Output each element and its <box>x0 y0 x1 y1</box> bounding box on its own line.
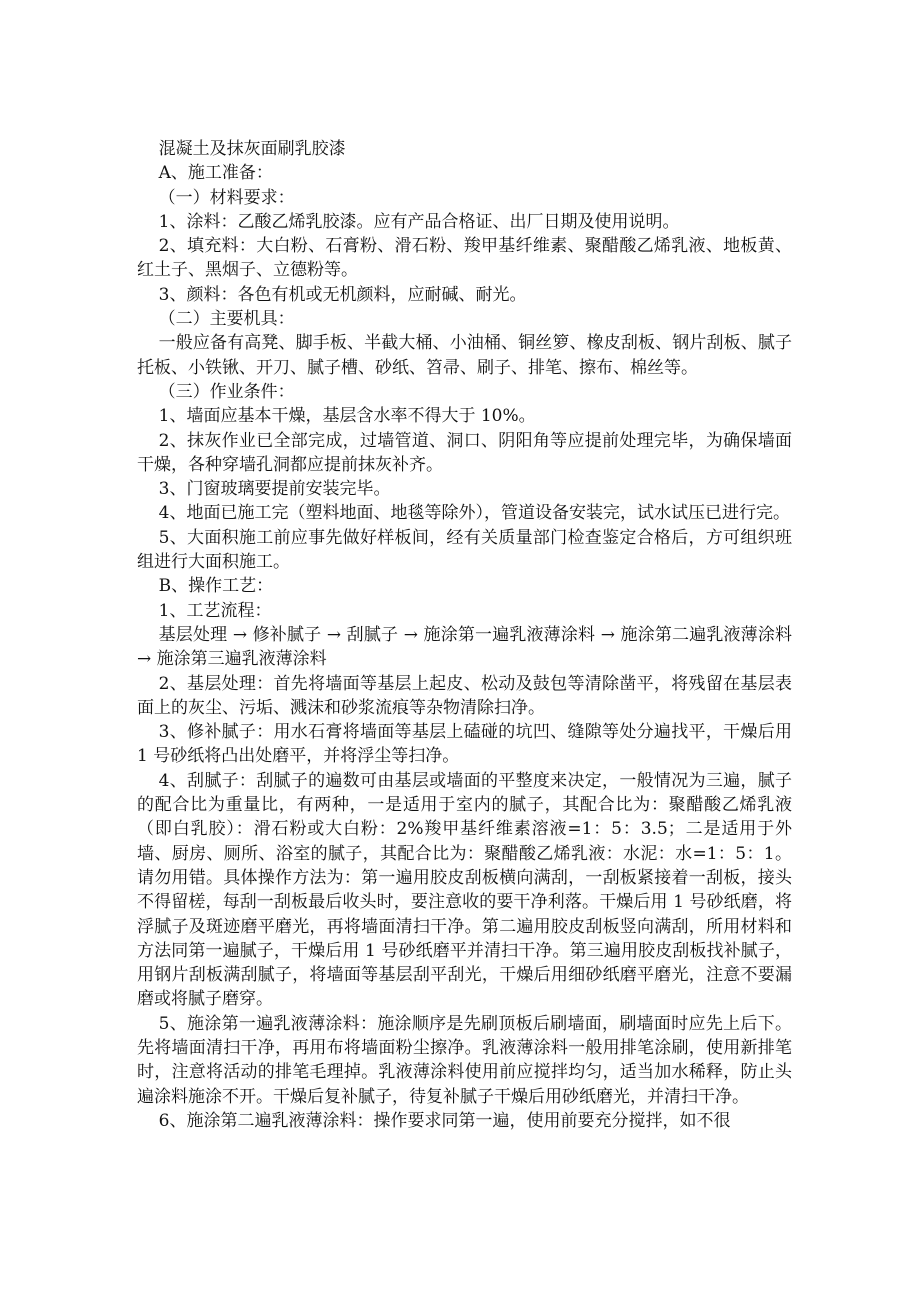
paragraph: 2、填充料：大白粉、石膏粉、滑石粉、羧甲基纤维素、聚醋酸乙烯乳液、地板黄、红土子、黑烟子、立德粉等。 <box>137 236 792 281</box>
paragraph: 4、地面已施工完（塑料地面、地毯等除外），管道设备安装完，试水试压已进行完。 <box>158 503 790 524</box>
paragraph: 3、门窗玻璃要提前安装完毕。 <box>158 479 391 500</box>
paragraph: 1、墙面应基本干燥，基层含水率不得大于 10%。 <box>158 406 536 427</box>
subsection-heading-materials: （一）材料要求： <box>158 187 295 208</box>
document-body <box>137 137 792 1133</box>
document-title: 混凝土及抹灰面刷乳胶漆 <box>158 139 346 159</box>
paragraph: 2、基层处理：首先将墙面等基层上起皮、松动及鼓包等清除凿平，将残留在基层表面上的灰尘、污垢、溅沫和砂浆流痕等杂物清除扫净。 <box>137 673 792 718</box>
paragraph: 1、涂料：乙酸乙烯乳胶漆。应有产品合格证、出厂日期及使用说明。 <box>158 211 680 232</box>
paragraph: 6、施涂第二遍乳液薄涂料：操作要求同第一遍，使用前要充分搅拌，如不很 <box>158 1110 731 1131</box>
paragraph: 3、修补腻子：用水石膏将墙面等基层上磕碰的坑凹、缝隙等处分遍找平，干燥后用 1 号砂纸将凸出处磨平，并将浮尘等扫净。 <box>137 722 792 767</box>
process-flow: 基层处理 → 修补腻子 → 刮腻子 → 施涂第一遍乳液薄涂料 → 施涂第二遍乳液薄涂料 → 施涂第三遍乳液薄涂料 <box>137 624 792 670</box>
section-a-heading: A、施工准备： <box>158 163 273 184</box>
paragraph: 4、刮腻子：刮腻子的遍数可由基层或墙面的平整度来决定，一般情况为三遍，腻子的配合比为重量比，有两种，一是适用于室内的腻子，其配合比为：聚醋酸乙烯乳液（即白乳胶）：滑石粉或大白粉：2%羧甲基纤维素溶液=1：5：3.5；二是适用于外墙、厨房、厕所、浴室的腻子，其配合比为：聚醋酸乙烯乳液：水泥：水=1：5：1。请勿用错。具体操作方法为：第一遍用胶皮刮板横向满刮，一刮板紧接着一刮板，接头不得留槎，每刮一刮板最后收头时，要注意收的要干净利落。干燥后用 1 号砂纸磨，将浮腻子及斑迹磨平磨光，再将墙面清扫干净。第二遍用胶皮刮板竖向满刮，所用材料和方法同第一遍腻子，干燥后用 1 号砂纸磨平并清扫干净。第三遍用胶皮刮板找补腻子，用钢片刮板满刮腻子，将墙面等基层刮平刮光，干燥后用细砂纸磨平磨光，注意不要漏磨或将腻子磨穿。 <box>137 770 792 1010</box>
subsection-heading-tools: （二）主要机具： <box>158 309 295 330</box>
paragraph: 5、施涂第一遍乳液薄涂料：施涂顺序是先刷顶板后刷墙面，刷墙面时应先上后下。先将墙面清扫干净，再用布将墙面粉尘擦净。乳液薄涂料一般用排笔涂刷，使用新排笔时，注意将活动的排笔毛理掉。乳液薄涂料使用前应搅拌均匀，适当加水稀释，防止头遍涂料施涂不开。干燥后复补腻子，待复补腻子干燥后用砂纸磨光，并清扫干净。 <box>137 1013 792 1107</box>
paragraph: 5、大面积施工前应事先做好样板间，经有关质量部门检查鉴定合格后，方可组织班组进行大面积施工。 <box>137 527 792 573</box>
section-b-heading: B、操作工艺： <box>158 576 274 597</box>
paragraph: 一般应备有高凳、脚手板、半截大桶、小油桶、铜丝箩、橡皮刮板、钢片刮板、腻子托板、小铁锹、开刀、腻子槽、砂纸、笤帚、刷子、排笔、擦布、棉丝等。 <box>137 333 792 378</box>
paragraph: 2、抹灰作业已全部完成，过墙管道、洞口、阴阳角等应提前处理完毕，为确保墙面干燥，各种穿墙孔洞都应提前抹灰补齐。 <box>137 430 792 475</box>
paragraph: 1、工艺流程： <box>158 600 272 621</box>
paragraph: 3、颜料：各色有机或无机颜料，应耐碱、耐光。 <box>158 284 527 305</box>
subsection-heading-conditions: （三）作业条件： <box>158 381 295 402</box>
